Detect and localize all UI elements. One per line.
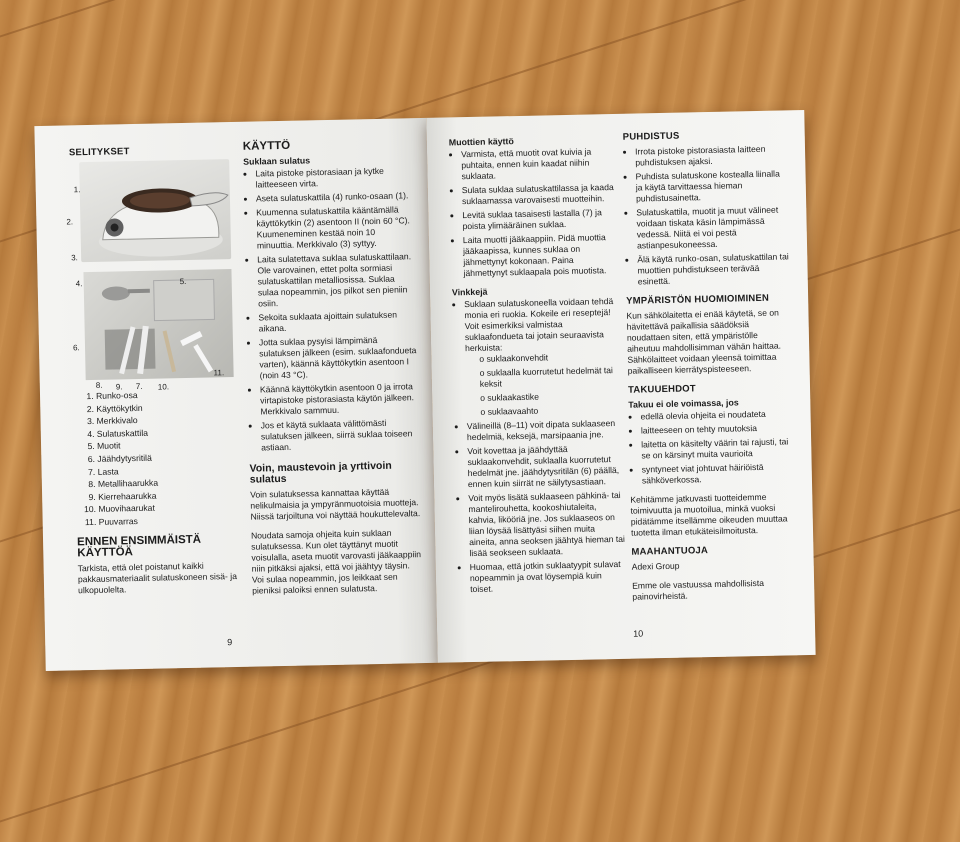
right-page bbox=[426, 110, 815, 663]
accessories-photo bbox=[72, 269, 233, 392]
list-item: 3. Merkkivalo bbox=[96, 412, 254, 428]
legend-heading: SELITYKSET bbox=[68, 146, 130, 159]
figure-callout: 3. bbox=[71, 253, 78, 263]
list-item: • Huomaa, että jotkin suklaatyypit sulavat nopeammin ja ovat löysempiä kuin toiset. bbox=[470, 559, 627, 595]
list-item: • Laita muotti jääkaappiin. Pidä muottia jääkaapissa, kunnes suklaa on jähmettynyt kokonaan. Paina jähmettynyt suklaapala pois muotista. bbox=[463, 232, 620, 279]
accessories-illustration bbox=[83, 269, 233, 380]
list-item: • Laita pistoke pistorasiaan ja kytke laitteeseen virta. bbox=[255, 165, 413, 190]
list-item: • Puhdista sulatuskone kostealla liinalla ja käytä tarvittaessa hieman puhdistusainetta. bbox=[635, 168, 788, 204]
list-item: • Jotta suklaa pysyisi lämpimänä sulatuksen jälkeen (esim. suklaafondueta varten), käännä käyttökytkin asentoon I (noin 43 °C). bbox=[259, 334, 418, 381]
figure-callout: 6. bbox=[72, 343, 80, 353]
instruction-booklet bbox=[34, 110, 815, 671]
list-item: • Voit kovettaa ja jäähdyttää suklaakonvehdit, suklaalla kuorrutetut hedelmät jne. jäähdytysritilän (6) päällä, ennen kuin siirrät ne säilytysastiaan. bbox=[467, 443, 624, 490]
list-item: • Irrota pistoke pistorasiasta laitteen puhdistuksen ajaksi. bbox=[635, 143, 787, 168]
list-item: o suklaavaahto bbox=[480, 404, 622, 418]
list-item: 8. Metallihaarukka bbox=[98, 475, 256, 491]
product-photo bbox=[66, 159, 231, 263]
left-column bbox=[66, 140, 259, 604]
list-item: 10. Muovihaarukat bbox=[98, 500, 256, 516]
melting-steps bbox=[243, 165, 419, 453]
list-item: 4. Sulatuskattila bbox=[97, 424, 255, 440]
page-number: 9 bbox=[227, 637, 233, 648]
list-item: 6. Jäähdytysritilä bbox=[97, 450, 255, 466]
importer-name: Adexi Group bbox=[631, 560, 680, 572]
figure-callout: 9. bbox=[115, 382, 123, 392]
list-item: • edellä olevia ohjeita ei noudateta bbox=[640, 408, 792, 422]
figure-callout: 11. bbox=[213, 368, 225, 378]
list-item bbox=[464, 296, 622, 418]
figure-callout: 7. bbox=[135, 381, 143, 392]
figure-callout: 2. bbox=[66, 217, 74, 227]
list-item: 7. Lasta bbox=[97, 462, 255, 478]
list-item: 1. Runko-osa bbox=[96, 387, 254, 403]
parts-list bbox=[74, 387, 257, 529]
tips-list bbox=[452, 296, 626, 595]
importer-heading: MAAHANTUOJA bbox=[631, 545, 709, 558]
list-item: 5. Muotit bbox=[97, 437, 255, 453]
list-item: • Älä käytä runko-osan, sulatuskattilan tai muottien puhdistukseen terävää esinettä. bbox=[637, 251, 790, 287]
butter-paragraph: Noudata samoja ohjeita kuin suklaan sulatuksessa. Kun olet täyttänyt muotit voisulalla, aseta muotit varovasti jääkaappiin niin pitkäksi ajaksi, että voi jäähtyy täysin. Voi sulaa nopeammin, jos leikkaat sen pieniksi paloiksi ennen sulatusta. bbox=[250, 527, 422, 596]
list-item: o suklaakonvehdit bbox=[479, 351, 621, 365]
melting-heading: Suklaan sulatus bbox=[243, 155, 311, 167]
butter-heading: Voin, maustevoin ja yrttivoin sulatus bbox=[249, 459, 392, 486]
tips-intro: Suklaan sulatuskoneella voidaan tehdä monia eri ruokia. Kokeile eri reseptejä! Voit esimerkiksi valmistaa suklaafondueta tai jotain seuraavista herkuista: bbox=[464, 296, 614, 354]
list-item: • Voit myös lisätä suklaaseen pähkinä- tai mantelirouhetta, kookoshiutaleita, kahvia, likööriä jne. Jos suklaaseos on liian löysää lisättyäsi siihen muita aineita, anna seoksen jäähtyä hieman tai lisää seokseen suklaata. bbox=[468, 490, 625, 559]
first-use-text: Tarkista, että olet poistanut kaikki pakkausmateriaalit sulatuskoneen sisä- ja ulkopuolelta. bbox=[77, 560, 238, 595]
list-item: o suklaalla kuorrutetut hedelmät tai keksit bbox=[480, 365, 622, 390]
list-item: • Käännä käyttökytkin asentoon 0 ja irrota virtapistoke pistorasiasta käytön jälkeen. Merkkivalo sammuu. bbox=[260, 381, 419, 417]
environment-text: Kun sähkölaitetta ei enää käytetä, se on hävitettävä paikallisia säädöksiä noudattaen siten, että ympäristölle aiheutuu mahdollisimman vähän haittaa. Sähkölaitteet voidaan yleensä toimittaa paikalliseen kierrätyspisteeseen. bbox=[626, 307, 782, 376]
list-item: • syntyneet viat johtuvat häiriöistä sähköverkossa. bbox=[642, 461, 794, 486]
cleaning-steps bbox=[623, 143, 790, 287]
importer-text: Emme ole vastuussa mahdollisista painovirheistä. bbox=[632, 577, 765, 602]
left-page bbox=[34, 118, 437, 671]
molds-steps bbox=[449, 146, 620, 279]
figure-callout: 1. bbox=[73, 185, 81, 195]
tips-sublist bbox=[465, 351, 622, 418]
list-item: • laitteeseen on tehty muutoksia bbox=[641, 422, 793, 436]
molds-heading: Muottien käyttö bbox=[448, 136, 514, 148]
usage-column bbox=[243, 136, 423, 604]
list-item: • Sekoita suklaata ajoittain sulatuksen aikana. bbox=[258, 309, 416, 334]
butter-paragraph: Voin sulatuksessa kannattaa käyttää nelikulmaisia ja ympyränmuotoisia muotteja. Niissä tarjoiltuna voi näyttää houkuttelevalta. bbox=[250, 486, 421, 522]
warranty-text: Kehitämme jatkuvasti tuotteidemme toimivuutta ja muotoilua, minkä vuoksi pidätämme itsellämme oikeuden muuttaa tuotetta ilman etukäteisilmoitusta. bbox=[630, 491, 788, 538]
cleaning-heading: PUHDISTUS bbox=[622, 130, 680, 143]
list-item: o suklaakastike bbox=[480, 390, 622, 404]
list-item: • Varmista, että muotit ovat kuivia ja puhtaita, ennen kuin kaadat niihin suklaata. bbox=[461, 146, 618, 182]
list-item: 11. Puuvarras bbox=[99, 512, 257, 528]
molds-tips-column bbox=[449, 132, 627, 598]
environment-heading: YMPÄRISTÖN HUOMIOIMINEN bbox=[626, 292, 770, 307]
figure-callout: 5. bbox=[179, 276, 187, 287]
list-item: • Sulatuskattila, muotit ja muut välineet voidaan tiskata käsin lämpimässä vedessä. Niitä ei voi pestä astianpesukoneessa. bbox=[636, 204, 789, 251]
list-item: • Välineillä (8–11) voit dipata suklaaseen hedelmiä, keksejä, marsipaania jne. bbox=[467, 418, 623, 443]
list-item: • laitetta on käsitelty väärin tai rajusti, tai se on kärsinyt muita vaurioita bbox=[641, 436, 793, 461]
cleaning-column bbox=[623, 128, 797, 610]
list-item: • Jos et käytä suklaata välittömästi sulatuksen jälkeen, siirrä suklaa toiseen astiaan. bbox=[261, 417, 420, 453]
list-item: • Aseta sulatuskattila (4) runko-osaan (1). bbox=[256, 190, 414, 204]
list-item: 2. Käyttökytkin bbox=[96, 399, 254, 415]
list-item: • Levitä suklaa tasaisesti lastalla (7) ja poista ylimääräinen suklaa. bbox=[462, 207, 618, 232]
wood-grain-line bbox=[0, 0, 960, 57]
first-use-heading: ENNEN ENSIMMÄISTÄ KÄYTTÖÄ bbox=[76, 533, 202, 559]
list-item: 9. Kierrehaarukka bbox=[98, 487, 256, 503]
list-item: • Kuumenna sulatuskattila kääntämällä käyttökytkin (2) asentoon II (noin 60 °C). Kuumeneminen kestää noin 10 minuuttia. Merkkivalo (3) syttyy. bbox=[256, 204, 415, 251]
figure-callout: 10. bbox=[157, 382, 170, 392]
warranty-subheading: Takuu ei ole voimassa, jos bbox=[628, 397, 739, 410]
figure-callout: 4. bbox=[75, 279, 83, 289]
usage-heading: KÄYTTÖ bbox=[242, 139, 291, 153]
chocolate-melter-illustration bbox=[79, 159, 231, 262]
tips-heading: Vinkkejä bbox=[451, 286, 488, 298]
page-number: 10 bbox=[633, 628, 644, 639]
warranty-list bbox=[628, 408, 794, 486]
figure-callout: 8. bbox=[95, 380, 103, 390]
list-item: • Laita sulatettava suklaa sulatuskattilaan. Ole varovainen, ettet polta sormiasi sulatuskattilan metalliosissa. Suklaa sulaa nopeammin, jos pilkot sen pieniin osiin. bbox=[257, 251, 416, 309]
warranty-heading: TAKUUEHDOT bbox=[627, 383, 696, 396]
list-item: • Sulata suklaa sulatuskattilassa ja kaada suklaamassa varovaisesti muotteihin. bbox=[462, 182, 618, 207]
